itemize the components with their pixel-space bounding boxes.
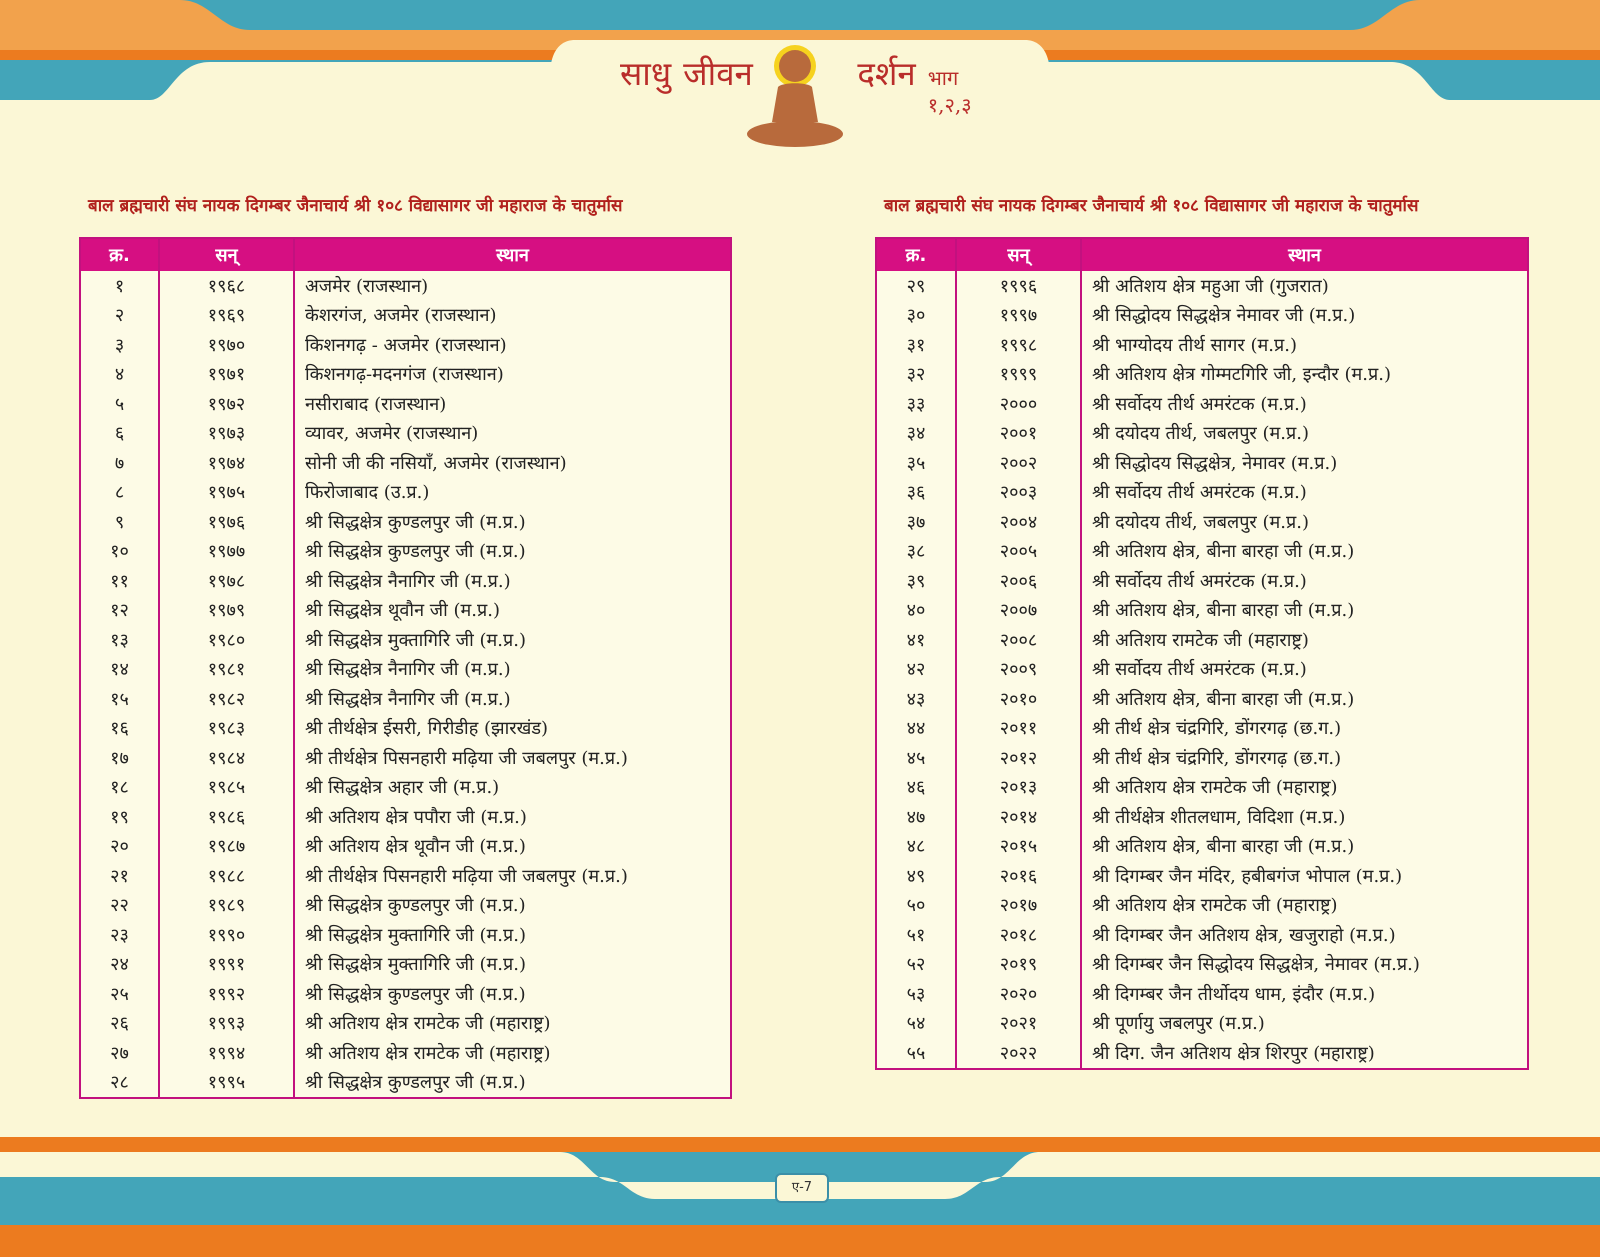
cell-serial: ३३ xyxy=(877,389,956,419)
cell-serial: ३७ xyxy=(877,507,956,537)
cell-place: श्री दिगम्बर जैन अतिशय क्षेत्र, खजुराहो (म.प्र.) xyxy=(1092,924,1396,946)
cell-place: श्री सर्वोदय तीर्थ अमरंटक (म.प्र.) xyxy=(1092,659,1307,681)
table-row xyxy=(877,861,1527,891)
cell-serial: ५१ xyxy=(877,920,956,950)
right-table xyxy=(875,237,1529,1070)
table-row xyxy=(81,861,730,891)
cell-year: २००० xyxy=(956,389,1081,419)
cell-year: १९७४ xyxy=(159,448,294,478)
table-row xyxy=(81,773,730,803)
cell-place: श्री अतिशय क्षेत्र रामटेक जी (महाराष्ट्र) xyxy=(1092,895,1338,917)
table-row xyxy=(81,419,730,449)
cell-place: श्री तीर्थ क्षेत्र चंद्रगिरि, डोंगरगढ़ (छ.ग.) xyxy=(1092,718,1342,740)
cell-year: १९७२ xyxy=(159,389,294,419)
table-row xyxy=(877,330,1527,360)
title-word-1: साधु xyxy=(620,54,672,93)
cell-year: २००९ xyxy=(956,655,1081,685)
cell-year: १९६९ xyxy=(159,301,294,331)
cell-serial: ५४ xyxy=(877,1009,956,1039)
cell-place: अजमेर (राजस्थान) xyxy=(305,275,429,297)
cell-serial: ४८ xyxy=(877,832,956,862)
cell-serial: ४२ xyxy=(877,655,956,685)
cell-place: श्री सिद्धक्षेत्र अहार जी (म.प्र.) xyxy=(305,777,500,799)
cell-serial: ८ xyxy=(81,478,159,508)
table-row xyxy=(81,507,730,537)
cell-place: सोनी जी की नसियाँ, अजमेर (राजस्थान) xyxy=(305,452,567,474)
cell-place: श्री सिद्धक्षेत्र थूवौन जी (म.प्र.) xyxy=(305,600,501,622)
table-row xyxy=(877,832,1527,862)
cell-serial: ५ xyxy=(81,389,159,419)
cell-year: १९९२ xyxy=(159,979,294,1009)
cell-serial: ४४ xyxy=(877,714,956,744)
table-row xyxy=(81,360,730,390)
cell-serial: २५ xyxy=(81,979,159,1009)
cell-year: १९९८ xyxy=(956,330,1081,360)
table-row xyxy=(81,950,730,980)
left-table xyxy=(79,237,732,1099)
cell-serial: १५ xyxy=(81,684,159,714)
left-table-header-row xyxy=(81,239,730,271)
table-row xyxy=(877,1038,1527,1068)
cell-place: श्री अतिशय क्षेत्र महुआ जी (गुजरात) xyxy=(1092,275,1329,297)
cell-year: २००५ xyxy=(956,537,1081,567)
cell-place: श्री सिद्धक्षेत्र कुण्डलपुर जी (म.प्र.) xyxy=(305,895,526,917)
cell-serial: ११ xyxy=(81,566,159,596)
cell-serial: ३ xyxy=(81,330,159,360)
cell-place: श्री सिद्धोदय सिद्धक्षेत्र, नेमावर (म.प्र.) xyxy=(1092,452,1338,474)
cell-year: २०१० xyxy=(956,684,1081,714)
cell-year: १९८७ xyxy=(159,832,294,862)
cell-place: श्री अतिशय क्षेत्र, बीना बारहा जी (म.प्र.) xyxy=(1092,541,1355,563)
cell-year: १९८० xyxy=(159,625,294,655)
table-row xyxy=(81,301,730,331)
table-row xyxy=(877,625,1527,655)
cell-place: श्री अतिशय रामटेक जी (महाराष्ट्र) xyxy=(1092,629,1309,651)
cell-serial: ३८ xyxy=(877,537,956,567)
cell-year: २०२१ xyxy=(956,1009,1081,1039)
cell-serial: १७ xyxy=(81,743,159,773)
cell-year: १९८३ xyxy=(159,714,294,744)
cell-serial: ४३ xyxy=(877,684,956,714)
table-row xyxy=(877,478,1527,508)
table-row xyxy=(877,802,1527,832)
table-row xyxy=(81,330,730,360)
table-row xyxy=(877,596,1527,626)
cell-serial: २९ xyxy=(877,271,956,301)
col-header-year: सन् xyxy=(956,239,1081,271)
cell-year: २०१३ xyxy=(956,773,1081,803)
table-row xyxy=(81,920,730,950)
cell-year: १९७० xyxy=(159,330,294,360)
cell-place: श्री अतिशय क्षेत्र पपौरा जी (म.प्र.) xyxy=(305,806,527,828)
table-row xyxy=(877,979,1527,1009)
cell-year: २०१९ xyxy=(956,950,1081,980)
cell-year: २०१७ xyxy=(956,891,1081,921)
cell-place: श्री सिद्धक्षेत्र मुक्तागिरि जी (म.प्र.) xyxy=(305,954,527,976)
left-table-body xyxy=(81,271,730,1097)
cell-serial: ९ xyxy=(81,507,159,537)
cell-year: १९८१ xyxy=(159,655,294,685)
table-row xyxy=(877,537,1527,567)
cell-place: श्री अतिशय क्षेत्र रामटेक जी (महाराष्ट्र) xyxy=(305,1042,551,1064)
cell-year: १९८४ xyxy=(159,743,294,773)
cell-place: श्री दिगम्बर जैन मंदिर, हबीबगंज भोपाल (म.प्र.) xyxy=(1092,865,1403,887)
table-row xyxy=(81,478,730,508)
col-header-year: सन् xyxy=(159,239,294,271)
table-row xyxy=(81,1038,730,1068)
table-row xyxy=(877,950,1527,980)
table-row xyxy=(81,625,730,655)
cell-serial: ४० xyxy=(877,596,956,626)
cell-year: २००१ xyxy=(956,419,1081,449)
cell-serial: १८ xyxy=(81,773,159,803)
table-row xyxy=(877,684,1527,714)
cell-serial: २४ xyxy=(81,950,159,980)
cell-serial: २३ xyxy=(81,920,159,950)
cell-serial: २७ xyxy=(81,1038,159,1068)
cell-place: श्री अतिशय क्षेत्र थूवौन जी (म.प्र.) xyxy=(305,836,526,858)
cell-place: श्री तीर्थक्षेत्र पिसनहारी मढ़िया जी जबलपुर (म.प्र.) xyxy=(305,865,628,887)
table-row xyxy=(877,743,1527,773)
cell-serial: २६ xyxy=(81,1009,159,1039)
cell-year: १९७७ xyxy=(159,537,294,567)
table-row xyxy=(877,1009,1527,1039)
cell-place: श्री अतिशय क्षेत्र, बीना बारहा जी (म.प्र.) xyxy=(1092,600,1355,622)
cell-year: २००८ xyxy=(956,625,1081,655)
cell-serial: ३२ xyxy=(877,360,956,390)
table-row xyxy=(877,419,1527,449)
page-number: ए-7 xyxy=(775,1173,829,1203)
left-heading: बाल ब्रह्मचारी संघ नायक दिगम्बर जैनाचार्य श्री १०८ विद्यासागर जी महाराज के चातुर्मास xyxy=(88,196,623,216)
col-header-serial: क्र. xyxy=(81,239,159,271)
cell-place: श्री भाग्योदय तीर्थ सागर (म.प्र.) xyxy=(1092,334,1298,356)
table-row xyxy=(81,566,730,596)
table-row xyxy=(81,448,730,478)
cell-place: श्री सिद्धक्षेत्र नैनागिर जी (म.प्र.) xyxy=(305,688,511,710)
right-table-body xyxy=(877,271,1527,1068)
table-row xyxy=(877,714,1527,744)
cell-year: १९९३ xyxy=(159,1009,294,1039)
table-row xyxy=(81,1009,730,1039)
cell-year: १९८६ xyxy=(159,802,294,832)
cell-place: श्री दयोदय तीर्थ, जबलपुर (म.प्र.) xyxy=(1092,423,1310,445)
right-heading: बाल ब्रह्मचारी संघ नायक दिगम्बर जैनाचार्य श्री १०८ विद्यासागर जी महाराज के चातुर्मास xyxy=(884,196,1419,216)
cell-place: श्री सिद्धक्षेत्र मुक्तागिरि जी (म.प्र.) xyxy=(305,924,527,946)
cell-serial: १ xyxy=(81,271,159,301)
cell-serial: २० xyxy=(81,832,159,862)
cell-place: श्री सिद्धक्षेत्र नैनागिर जी (म.प्र.) xyxy=(305,570,511,592)
cell-serial: ५० xyxy=(877,891,956,921)
cell-place: श्री सिद्धक्षेत्र मुक्तागिरि जी (म.प्र.) xyxy=(305,629,527,651)
cell-place: श्री अतिशय क्षेत्र गोम्मटगिरि जी, इन्दौर (म.प्र.) xyxy=(1092,364,1391,386)
cell-year: २००४ xyxy=(956,507,1081,537)
cell-year: १९९५ xyxy=(159,1068,294,1098)
table-row xyxy=(81,891,730,921)
cell-serial: ३९ xyxy=(877,566,956,596)
table-row xyxy=(877,773,1527,803)
table-row xyxy=(81,596,730,626)
cell-year: १९९९ xyxy=(956,360,1081,390)
title-suffix: भाग १,२,३ xyxy=(927,66,972,117)
cell-place: फिरोजाबाद (उ.प्र.) xyxy=(305,482,430,504)
cell-year: २००२ xyxy=(956,448,1081,478)
cell-place: श्री सिद्धक्षेत्र कुण्डलपुर जी (म.प्र.) xyxy=(305,1072,526,1094)
cell-place: श्री सिद्धोदय सिद्धक्षेत्र नेमावर जी (म.प्र.) xyxy=(1092,305,1356,327)
cell-year: १९९६ xyxy=(956,271,1081,301)
cell-serial: १६ xyxy=(81,714,159,744)
cell-serial: ४६ xyxy=(877,773,956,803)
cell-year: १९६८ xyxy=(159,271,294,301)
table-row xyxy=(81,684,730,714)
table-row xyxy=(81,832,730,862)
table-row xyxy=(81,537,730,567)
cell-serial: ३० xyxy=(877,301,956,331)
table-row xyxy=(81,743,730,773)
cell-serial: ७ xyxy=(81,448,159,478)
cell-year: १९९७ xyxy=(956,301,1081,331)
col-header-place: स्थान xyxy=(1081,239,1527,271)
table-row xyxy=(877,448,1527,478)
cell-serial: ३१ xyxy=(877,330,956,360)
cell-serial: ४ xyxy=(81,360,159,390)
title-word-2: जीवन xyxy=(683,54,753,93)
cell-year: १९७९ xyxy=(159,596,294,626)
cell-year: २००६ xyxy=(956,566,1081,596)
table-row xyxy=(81,714,730,744)
table-row xyxy=(877,360,1527,390)
cell-serial: १४ xyxy=(81,655,159,685)
cell-year: १९८८ xyxy=(159,861,294,891)
table-row xyxy=(81,1068,730,1098)
cell-place: श्री दिगम्बर जैन सिद्धोदय सिद्धक्षेत्र, नेमावर (म.प्र.) xyxy=(1092,954,1420,976)
cell-serial: २१ xyxy=(81,861,159,891)
cell-place: श्री दयोदय तीर्थ, जबलपुर (म.प्र.) xyxy=(1092,511,1310,533)
cell-serial: ४१ xyxy=(877,625,956,655)
cell-place: श्री सिद्धक्षेत्र कुण्डलपुर जी (म.प्र.) xyxy=(305,983,526,1005)
table-row xyxy=(81,802,730,832)
cell-place: श्री अतिशय क्षेत्र रामटेक जी (महाराष्ट्र) xyxy=(305,1013,551,1035)
cell-place: श्री दिग. जैन अतिशय क्षेत्र शिरपुर (महाराष्ट्र) xyxy=(1092,1042,1375,1064)
cell-place: श्री तीर्थक्षेत्र शीतलधाम, विदिशा (म.प्र.) xyxy=(1092,806,1346,828)
cell-place: श्री तीर्थक्षेत्र पिसनहारी मढ़िया जी जबलपुर (म.प्र.) xyxy=(305,747,628,769)
cell-serial: ४५ xyxy=(877,743,956,773)
cell-serial: ६ xyxy=(81,419,159,449)
col-header-serial: क्र. xyxy=(877,239,956,271)
cell-serial: १३ xyxy=(81,625,159,655)
cell-serial: २२ xyxy=(81,891,159,921)
cell-place: नसीराबाद (राजस्थान) xyxy=(305,393,447,415)
cell-serial: २ xyxy=(81,301,159,331)
table-row xyxy=(81,655,730,685)
cell-place: श्री सर्वोदय तीर्थ अमरंटक (म.प्र.) xyxy=(1092,570,1307,592)
cell-place: श्री पूर्णायु जबलपुर (म.प्र.) xyxy=(1092,1013,1265,1035)
col-header-place: स्थान xyxy=(294,239,730,271)
table-row xyxy=(877,920,1527,950)
cell-year: २०२२ xyxy=(956,1038,1081,1068)
cell-year: १९८९ xyxy=(159,891,294,921)
cell-place: किशनगढ़ - अजमेर (राजस्थान) xyxy=(305,334,507,356)
cell-place: श्री सर्वोदय तीर्थ अमरंटक (म.प्र.) xyxy=(1092,482,1307,504)
cell-year: २००७ xyxy=(956,596,1081,626)
cell-serial: १९ xyxy=(81,802,159,832)
cell-serial: ५२ xyxy=(877,950,956,980)
cell-year: २००३ xyxy=(956,478,1081,508)
table-row xyxy=(877,301,1527,331)
cell-serial: १० xyxy=(81,537,159,567)
table-row xyxy=(877,271,1527,301)
table-row xyxy=(877,507,1527,537)
cell-place: श्री सिद्धक्षेत्र कुण्डलपुर जी (म.प्र.) xyxy=(305,511,526,533)
cell-year: १९७५ xyxy=(159,478,294,508)
cell-place: श्री तीर्थ क्षेत्र चंद्रगिरि, डोंगरगढ़ (छ.ग.) xyxy=(1092,747,1342,769)
cell-place: श्री सिद्धक्षेत्र कुण्डलपुर जी (म.प्र.) xyxy=(305,541,526,563)
table-row xyxy=(81,979,730,1009)
cell-place: व्यावर, अजमेर (राजस्थान) xyxy=(305,423,479,445)
cell-year: २०१४ xyxy=(956,802,1081,832)
cell-serial: ५३ xyxy=(877,979,956,1009)
cell-year: १९९० xyxy=(159,920,294,950)
cell-year: १९९१ xyxy=(159,950,294,980)
table-row xyxy=(877,566,1527,596)
cell-serial: ४९ xyxy=(877,861,956,891)
cell-serial: ५५ xyxy=(877,1038,956,1068)
cell-place: किशनगढ़-मदनगंज (राजस्थान) xyxy=(305,364,504,386)
cell-year: २०१८ xyxy=(956,920,1081,950)
cell-serial: ३६ xyxy=(877,478,956,508)
cell-serial: ४७ xyxy=(877,802,956,832)
table-row xyxy=(877,655,1527,685)
cell-place: श्री दिगम्बर जैन तीर्थोदय धाम, इंदौर (म.प्र.) xyxy=(1092,983,1376,1005)
cell-year: २०११ xyxy=(956,714,1081,744)
cell-serial: ३५ xyxy=(877,448,956,478)
cell-year: १९९४ xyxy=(159,1038,294,1068)
title-word-3: दर्शन xyxy=(857,54,916,93)
cell-place: श्री अतिशय क्षेत्र, बीना बारहा जी (म.प्र.) xyxy=(1092,688,1355,710)
cell-year: १९८२ xyxy=(159,684,294,714)
cell-year: १९७१ xyxy=(159,360,294,390)
cell-place: श्री सिद्धक्षेत्र नैनागिर जी (म.प्र.) xyxy=(305,659,511,681)
cell-place: श्री अतिशय क्षेत्र रामटेक जी (महाराष्ट्र) xyxy=(1092,777,1338,799)
table-row xyxy=(877,389,1527,419)
cell-year: २०१६ xyxy=(956,861,1081,891)
cell-year: २०२० xyxy=(956,979,1081,1009)
cell-place: केशरगंज, अजमेर (राजस्थान) xyxy=(305,305,497,327)
cell-year: १९८५ xyxy=(159,773,294,803)
meditating-figure-icon xyxy=(740,42,850,152)
cell-serial: ३४ xyxy=(877,419,956,449)
cell-year: २०१२ xyxy=(956,743,1081,773)
table-row xyxy=(81,271,730,301)
cell-serial: १२ xyxy=(81,596,159,626)
cell-place: श्री तीर्थक्षेत्र ईसरी, गिरीडीह (झारखंड) xyxy=(305,718,549,740)
cell-year: १९७६ xyxy=(159,507,294,537)
table-row xyxy=(81,389,730,419)
cell-place: श्री अतिशय क्षेत्र, बीना बारहा जी (म.प्र.) xyxy=(1092,836,1355,858)
cell-year: १९७३ xyxy=(159,419,294,449)
cell-year: २०१५ xyxy=(956,832,1081,862)
table-row xyxy=(877,891,1527,921)
cell-year: १९७८ xyxy=(159,566,294,596)
cell-place: श्री सर्वोदय तीर्थ अमरंटक (म.प्र.) xyxy=(1092,393,1307,415)
right-table-header-row xyxy=(877,239,1527,271)
cell-serial: २८ xyxy=(81,1068,159,1098)
